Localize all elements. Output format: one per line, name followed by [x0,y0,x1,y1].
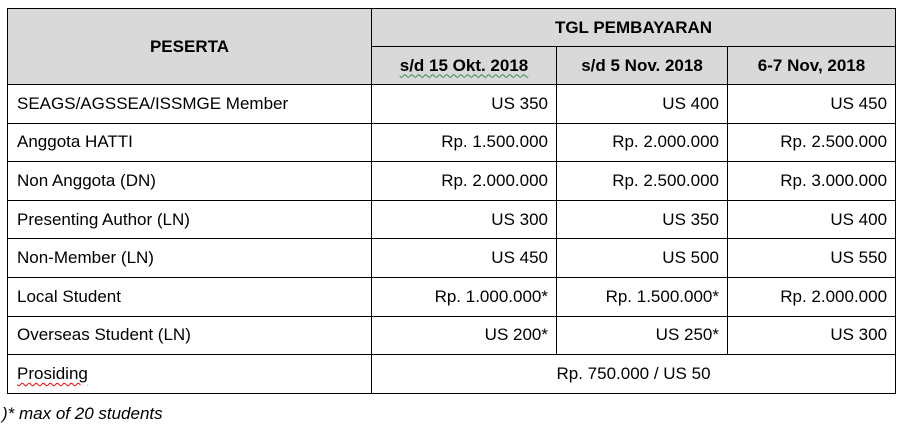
fee-cell: US 450 [728,85,896,124]
participant-cell: Non-Member (LN) [8,239,372,278]
fee-cell: US 300 [372,200,557,239]
header-participant: PESERTA [8,9,372,85]
fee-cell: US 400 [728,200,896,239]
fee-cell: Rp. 2.000.000 [728,277,896,316]
participant-cell: Local Student [8,277,372,316]
registration-fee-table [7,8,896,394]
fee-cell: Rp. 1.500.000* [557,277,728,316]
fee-cell: US 350 [557,200,728,239]
table-row [8,85,896,124]
participant-cell: Non Anggota (DN) [8,162,372,201]
fee-cell: Rp. 2.500.000 [557,162,728,201]
header-period-3: 6-7 Nov, 2018 [728,47,896,85]
participant-cell: Anggota HATTI [8,123,372,162]
table-row [8,162,896,201]
proceedings-label-text: Prosiding [17,363,88,383]
fee-cell: US 300 [728,316,896,355]
participant-cell: SEAGS/AGSSEA/ISSMGE Member [8,85,372,124]
participant-cell: Presenting Author (LN) [8,200,372,239]
footnote: )* max of 20 students [2,404,163,423]
header-period-1 [372,47,557,85]
fee-cell: Rp. 1.500.000 [372,123,557,162]
fee-cell: Rp. 1.000.000* [372,277,557,316]
proceedings-label [8,355,372,394]
fee-cell: US 450 [372,239,557,278]
header-period-label: s/d 15 Okt. 2018 [399,55,529,75]
fee-cell: US 250* [557,316,728,355]
table-row [8,200,896,239]
participant-cell: Overseas Student (LN) [8,316,372,355]
fee-cell: US 550 [728,239,896,278]
table-row [8,239,896,278]
fee-cell: US 350 [372,85,557,124]
table-row [8,277,896,316]
fee-cell: Rp. 2.000.000 [372,162,557,201]
proceedings-row [8,355,896,394]
proceedings-fee: Rp. 750.000 / US 50 [372,355,896,394]
fee-cell: Rp. 2.000.000 [557,123,728,162]
table-row [8,123,896,162]
table-row [8,316,896,355]
fee-cell: US 400 [557,85,728,124]
header-payment-date: TGL PEMBAYARAN [372,9,896,47]
fee-cell: US 200* [372,316,557,355]
header-row-top [8,9,896,47]
header-period-2: s/d 5 Nov. 2018 [557,47,728,85]
fee-cell: Rp. 2.500.000 [728,123,896,162]
fee-cell: Rp. 3.000.000 [728,162,896,201]
fee-cell: US 500 [557,239,728,278]
